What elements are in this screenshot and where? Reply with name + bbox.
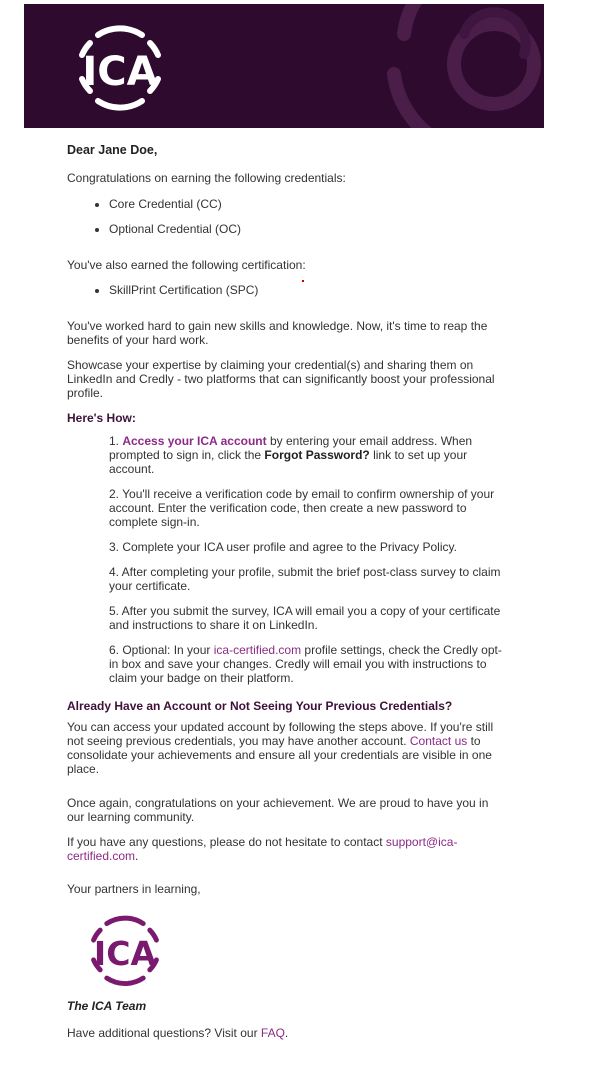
step-4: 4. After completing your profile, submit the brief post-class survey to claim your certificate. <box>109 565 501 593</box>
step-1 <box>109 434 507 476</box>
ica-certified-link[interactable]: ica-certified.com <box>213 643 302 657</box>
showcase-paragraph: Showcase your expertise by claiming your credential(s) and sharing them on LinkedIn and Credly - two platforms that can significantly boost your professional profile. <box>67 358 495 400</box>
faq-line <box>67 1026 507 1040</box>
support-email-link[interactable]: support@ica-certified.com <box>67 835 458 863</box>
paragraph-text: If you have any questions, please do not hesitate to contact <box>67 835 386 849</box>
logo-text: ICA <box>93 933 157 973</box>
step-text: link to set up your account. <box>109 448 468 476</box>
ica-logo-white <box>68 21 172 113</box>
hard-work-paragraph: You've worked hard to gain new skills and knowledge. Now, it's time to reap the benefits of your hard work. <box>67 319 488 347</box>
faq-link[interactable]: FAQ <box>260 1026 285 1040</box>
how-heading: Here's How: <box>67 411 136 425</box>
step-text: profile settings, check the Credly opt-in box and save your changes. Credly will email you with instructions to claim your badge on their platform. <box>109 643 502 685</box>
logo-text: ICA <box>82 49 158 95</box>
faq-text: Have additional questions? Visit our <box>67 1026 261 1040</box>
paragraph-text: to consolidate your achievements and ensure all your credentials are visible in one place. <box>67 734 492 776</box>
step-text: 6. Optional: In your <box>109 643 214 657</box>
credentials-intro: Congratulations on earning the following credentials: <box>67 171 346 185</box>
step-6 <box>109 643 507 685</box>
already-heading: Already Have an Account or Not Seeing Your Previous Credentials? <box>67 699 453 713</box>
step-5: 5. After you submit the survey, ICA will email you a copy of your certificate and instructions to share it on LinkedIn. <box>109 604 501 632</box>
already-paragraph <box>67 720 507 776</box>
once-again-paragraph: Once again, congratulations on your achievement. We are proud to have you in our learning community. <box>67 796 489 824</box>
certification-list <box>67 283 507 297</box>
contact-us-link[interactable]: Contact us <box>409 734 468 748</box>
step-3: 3. Complete your ICA user profile and agree to the Privacy Policy. <box>109 540 457 554</box>
credentials-list <box>67 197 507 236</box>
certification-intro: You've also earned the following certification: <box>67 258 306 272</box>
access-account-link[interactable]: Access your ICA account <box>122 434 267 448</box>
questions-paragraph <box>67 835 507 863</box>
greeting: Dear Jane Doe, <box>67 143 158 157</box>
list-item: Core Credential (CC) <box>109 197 507 211</box>
forgot-password-text: Forgot Password? <box>264 448 370 462</box>
email-body <box>67 143 507 1040</box>
step-2: 2. You'll receive a verification code by email to confirm ownership of your account. Enter the verification code, then create a new password to complete sign-in. <box>109 487 495 529</box>
ica-logo-purple <box>82 911 168 989</box>
paragraph-text: You can access your updated account by following the steps above. If you're still not seeing previous credentials, you may have another account. <box>67 720 494 748</box>
step-text: 1. <box>109 434 123 448</box>
closing-line: Your partners in learning, <box>67 882 201 896</box>
header-banner <box>24 4 544 128</box>
decorative-rings-icon <box>384 4 544 128</box>
signature: The ICA Team <box>67 999 147 1013</box>
paragraph-text: . <box>135 849 139 863</box>
list-item: SkillPrint Certification (SPC) <box>109 283 507 297</box>
step-text: by entering your email address. When prompted to sign in, click the <box>109 434 473 462</box>
faq-text: . <box>284 1026 289 1040</box>
steps-list <box>67 434 507 685</box>
list-item: Optional Credential (OC) <box>109 222 507 236</box>
